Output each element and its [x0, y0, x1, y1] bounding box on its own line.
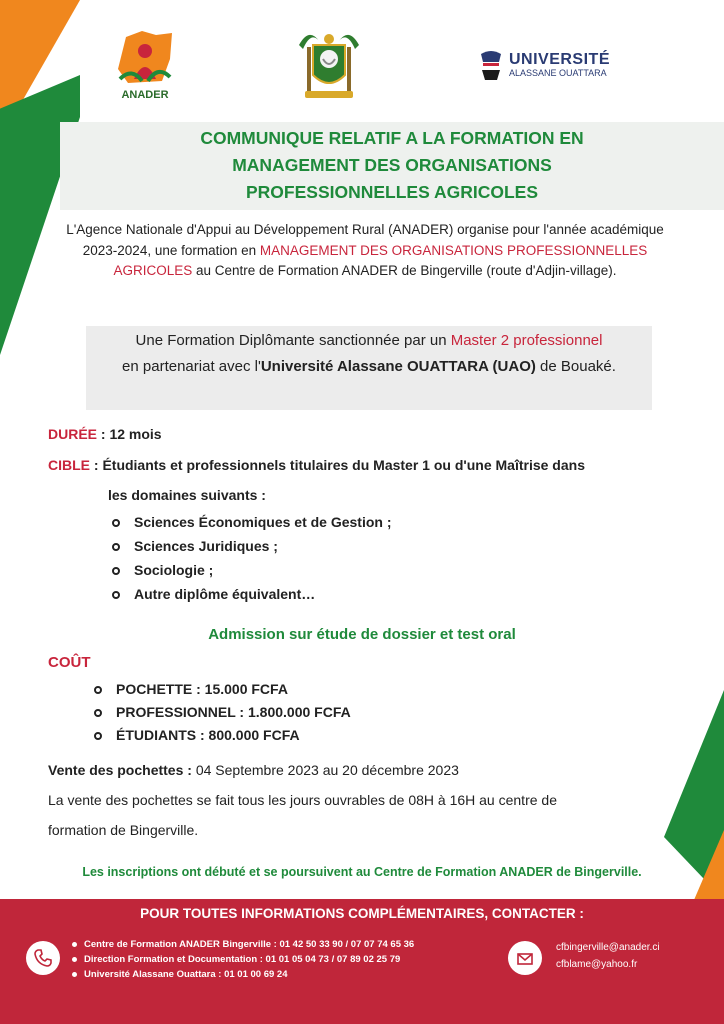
vente-value: 04 Septembre 2023 au 20 décembre 2023 — [191, 762, 459, 778]
contact-item: Direction Formation et Documentation : 01 01 05 04 73 / 07 89 02 25 79 — [72, 952, 414, 967]
title-line: MANAGEMENT DES ORGANISATIONS — [232, 155, 552, 175]
phone-icon — [26, 941, 60, 975]
diploma-box: Une Formation Diplômante sanctionnée par un Master 2 professionnel en partenariat avec l'Université Alassane OUATTARA (UAO) de Bouaké. — [86, 326, 652, 410]
green-left-stripe — [0, 75, 80, 355]
cible-text: : Étudiants et professionnels titulaires du Master 1 ou d'une Maîtrise dans — [90, 457, 585, 473]
list-item: Autre diplôme équivalent… — [112, 586, 392, 602]
title-line: PROFESSIONNELLES AGRICOLES — [245, 182, 539, 202]
vente-text-1: La vente des pochettes se fait tous les jours ouvrables de 08H à 16H au centre de — [48, 792, 557, 808]
diploma-highlight: Master 2 professionnel — [450, 332, 603, 349]
cible-list — [112, 514, 392, 602]
duree-line — [48, 426, 688, 442]
diploma-partner: Université Alassane OUATTARA (UAO) — [260, 358, 536, 375]
list-item: Sciences Économiques et de Gestion ; — [112, 514, 392, 530]
email-link[interactable]: cfblame@yahoo.fr — [556, 959, 638, 970]
vente-text-2: formation de Bingerville. — [48, 822, 199, 838]
list-item: POCHETTE : 15.000 FCFA — [94, 681, 351, 697]
duree-label: DURÉE — [48, 426, 98, 442]
intro-highlight: MANAGEMENT DES ORGANISATIONS PROFESSIONNELLES AGRICOLES — [113, 242, 648, 278]
contact-item: Centre de Formation ANADER Bingerville : 01 42 50 33 90 / 07 07 74 65 36 — [72, 937, 414, 952]
anader-logo-text: ANADER — [121, 89, 169, 101]
cout-heading — [48, 654, 688, 671]
uao-logo-subtitle: ALASSANE OUATTARA — [508, 67, 607, 78]
mail-icon — [508, 941, 542, 975]
coat-of-arms-logo — [289, 25, 369, 105]
cout-label: COÛT — [48, 654, 91, 671]
intro-paragraph: L'Agence Nationale d'Appui au Développement Rural (ANADER) organise pour l'année académique 2023-2024, une formation en MANAGEMENT DES ORGANISATIONS PROFESSIONNELLES AGRICOLES au Centre de Formation ANADER de Bingerville (route d'Adjin-village). — [66, 222, 664, 278]
list-item: Sociologie ; — [112, 562, 392, 578]
list-item: PROFESSIONNEL : 1.800.000 FCFA — [94, 704, 351, 720]
footer — [0, 899, 724, 1024]
list-item: ÉTUDIANTS : 800.000 FCFA — [94, 727, 351, 743]
contact-list — [72, 937, 414, 982]
footer-title: POUR TOUTES INFORMATIONS COMPLÉMENTAIRES, CONTACTER : — [140, 906, 584, 921]
cible-text-2: les domaines suivants : — [108, 487, 266, 503]
cible-label: CIBLE — [48, 457, 90, 473]
cout-list — [94, 681, 351, 743]
page-title — [60, 122, 724, 206]
admission-heading: Admission sur étude de dossier et test oral — [208, 626, 516, 643]
inscriptions-note: Les inscriptions ont débuté et se poursuivent au Centre de Formation ANADER de Bingerville. — [82, 865, 642, 879]
vente-line — [48, 762, 688, 778]
logo-row — [110, 20, 610, 110]
email-link[interactable]: cfbingerville@anader.ci — [556, 942, 660, 953]
duree-value: : 12 mois — [97, 426, 162, 442]
title-line: COMMUNIQUE RELATIF A LA FORMATION EN — [200, 128, 584, 148]
email-list — [556, 939, 660, 973]
anader-logo — [110, 29, 180, 101]
uao-logo — [479, 48, 610, 82]
uao-logo-title: UNIVERSITÉ — [508, 50, 610, 68]
list-item: Sciences Juridiques ; — [112, 538, 392, 554]
cible-line — [48, 457, 688, 473]
contact-item: Université Alassane Ouattara : 01 01 00 69 24 — [72, 967, 414, 982]
vente-label: Vente des pochettes : — [48, 762, 192, 778]
